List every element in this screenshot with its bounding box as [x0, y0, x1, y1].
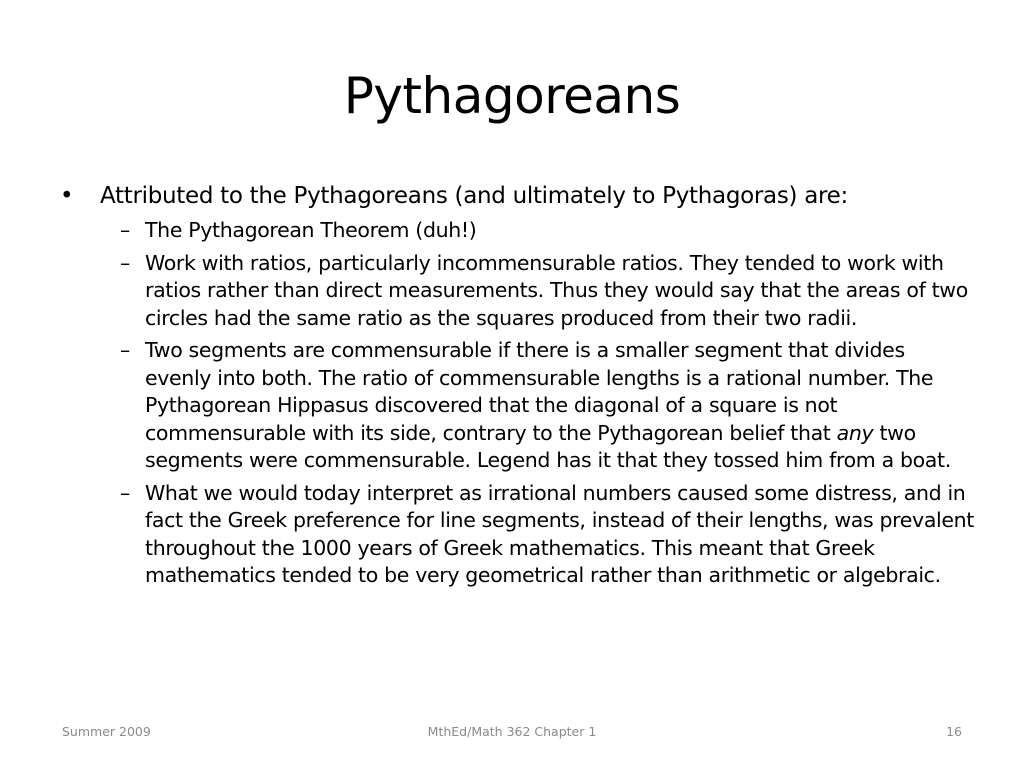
- bullet-item: [56, 181, 976, 211]
- sub-bullet-text: The Pythagorean Theorem (duh!): [145, 218, 477, 242]
- footer-date: Summer 2009: [62, 724, 151, 739]
- sub-bullet-list: [100, 217, 976, 590]
- sub-bullet-item: [100, 337, 976, 475]
- slide-title: Pythagoreans: [343, 67, 681, 125]
- dash-marker: –: [120, 218, 130, 242]
- sub-bullet-item: [100, 480, 976, 590]
- dash-marker: –: [120, 480, 130, 505]
- sub-bullet-text: What we would today interpret as irrational numbers caused some distress, and in fact the Greek preference for line segments, instead of their lengths, was prevalent throughout the 1000 years of Greek mathematics. This meant that Greek mathematics tended to be very geometrical rather than arithmetic or algebraic.: [145, 480, 974, 587]
- footer-course: MthEd/Math 362 Chapter 1: [427, 724, 597, 739]
- dash-marker: –: [120, 338, 130, 362]
- sub-bullet-text: Work with ratios, particularly incommensurable ratios. They tended to work with ratios rather than direct measurements. Thus they would say that the areas of two circles had the same ratio as the squares produced from their two radii.: [145, 250, 968, 330]
- sub-bullet-text: [145, 338, 951, 472]
- sub-bullet-item: [100, 217, 976, 245]
- sub-bullet-text-part: Two segments are commensurable if there is a smaller segment that divides evenly into both. The ratio of commensurable lengths is a rational number. The Pythagorean Hippasus discovered that the diagonal of a square is not commensurable with its side, contrary to the Pythagorean belief that: [145, 338, 934, 445]
- sub-bullet-text-part: two segments were commensurable. Legend has it that they tossed him from a boat.: [145, 420, 951, 472]
- emphasized-word: any: [836, 420, 874, 445]
- slide-body: [56, 181, 976, 595]
- slide-number: 16: [946, 724, 962, 739]
- bullet-marker: •: [60, 183, 74, 209]
- dash-marker: –: [120, 250, 130, 275]
- bullet-text: Attributed to the Pythagoreans (and ultimately to Pythagoras) are:: [100, 183, 848, 209]
- sub-bullet-item: [100, 250, 976, 333]
